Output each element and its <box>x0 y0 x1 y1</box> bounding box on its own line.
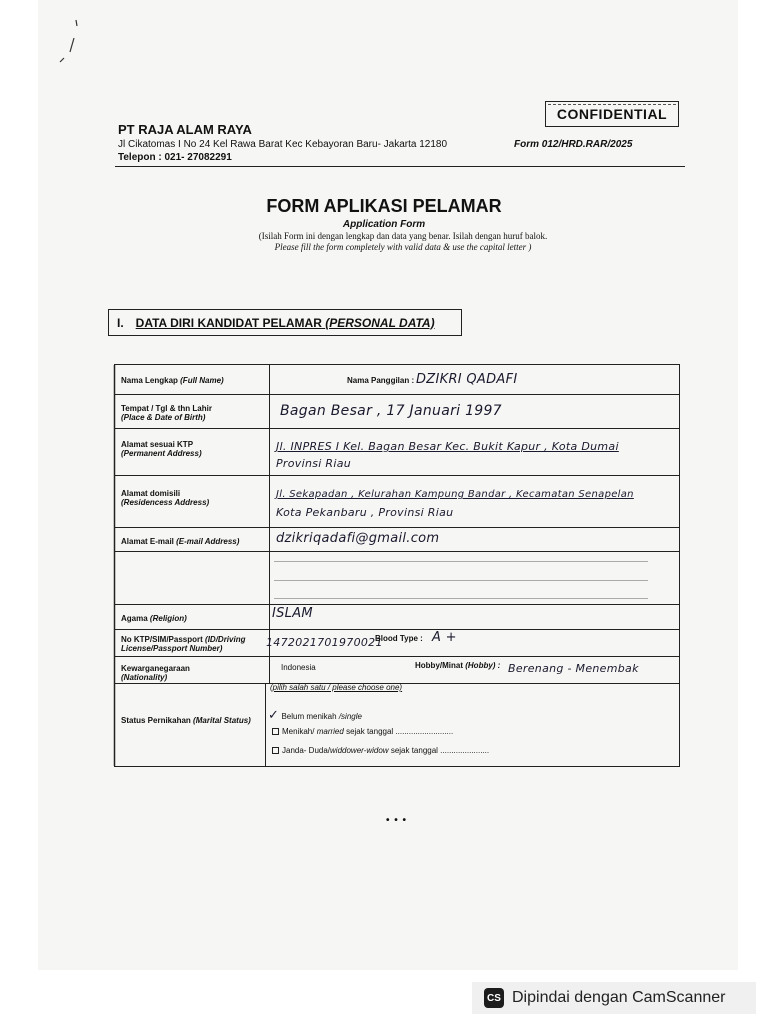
label-nickname: Nama Panggilan : <box>347 376 415 385</box>
label-full-name: Nama Lengkap (Full Name) <box>121 376 224 385</box>
label-email: Alamat E-mail (E-mail Address) <box>121 537 240 546</box>
check-mark-icon: ✓ <box>268 708 280 723</box>
label-nationality: Kewarganegaraan (Nationality) <box>121 664 190 682</box>
label-hobby: Hobby/Minat (Hobby) : <box>415 661 501 670</box>
value-email[interactable]: dzikriqadafi@gmail.com <box>276 531 440 546</box>
option-single[interactable]: ✓ Belum menikah /single <box>268 708 362 723</box>
label-blood-type: Blood Type : <box>375 634 423 643</box>
label-id-number: No KTP/SIM/Passport (ID/Driving License/Passport Number) <box>121 635 246 653</box>
value-birth[interactable]: Bagan Besar , 17 Januari 1997 <box>280 403 502 419</box>
value-blood-type[interactable]: A + <box>432 630 457 645</box>
form-subtitle: Application Form <box>342 219 426 230</box>
marital-instruction: (pilih salah satu / please choose one) <box>270 683 403 692</box>
blank-line <box>274 580 648 581</box>
value-permanent-address-1[interactable]: Jl. INPRES I Kel. Bagan Besar Kec. Bukit Kapur , Kota Dumai <box>276 440 619 453</box>
value-nickname[interactable]: DZIKRI QADAFI <box>416 372 518 387</box>
label-permanent-address: Alamat sesuai KTP (Permanent Address) <box>121 440 202 458</box>
section-number: I. <box>117 315 124 330</box>
section-title: DATA DIRI KANDIDAT PELAMAR (PERSONAL DATA) <box>135 315 435 330</box>
company-address: Jl Cikatomas I No 24 Kel Rawa Barat Kec Kebayoran Baru- Jakarta 12180 <box>118 139 448 150</box>
option-married[interactable]: Menikah/ married sejak tanggal .......................... <box>272 727 453 736</box>
label-marital-status: Status Pernikahan (Marital Status) <box>121 716 251 725</box>
form-instruction-en: Please fill the form completely with valid data & use the capital letter ) <box>274 242 532 252</box>
value-religion[interactable]: ISLAM <box>272 606 313 621</box>
value-hobby[interactable]: Berenang - Menembak <box>508 662 639 675</box>
value-permanent-address-2[interactable]: Provinsi Riau <box>276 457 352 470</box>
label-residence-address: Alamat domisili (Residencess Address) <box>121 489 210 507</box>
value-id-number[interactable]: 1472021701970021 <box>266 636 383 649</box>
confidential-label: CONFIDENTIAL <box>556 106 668 122</box>
value-nationality[interactable]: Indonesia <box>281 663 316 672</box>
camscanner-text: Dipindai dengan CamScanner <box>512 989 726 1006</box>
form-title: FORM APLIKASI PELAMAR <box>266 196 502 216</box>
camscanner-logo-icon: CS <box>484 988 504 1008</box>
blank-line <box>274 598 648 599</box>
form-number: Form 012/HRD.RAR/2025 <box>514 139 633 150</box>
company-phone: Telepon : 021- 27082291 <box>118 152 232 163</box>
value-residence-address-1[interactable]: Jl. Sekapadan , Kelurahan Kampung Bandar , Kecamatan Senapelan <box>276 489 634 500</box>
checkbox-icon <box>272 747 279 754</box>
value-residence-address-2[interactable]: Kota Pekanbaru , Provinsi Riau <box>276 506 454 519</box>
label-religion: Agama (Religion) <box>121 614 187 623</box>
blank-line <box>274 561 648 562</box>
camscanner-watermark <box>472 982 756 1014</box>
checkbox-icon <box>272 728 279 735</box>
company-name: PT RAJA ALAM RAYA <box>118 122 252 137</box>
form-instruction-id: (Isilah Form ini dengan lengkap dan data yang benar. Isilah dengan huruf balok. <box>258 231 548 241</box>
label-birth: Tempat / Tgl & thn Lahir (Place & Date of Birth) <box>121 404 212 422</box>
option-widowed[interactable]: Janda- Duda/widdower-widow sejak tanggal ...................... <box>272 746 489 755</box>
page-marker: • • • <box>386 815 408 826</box>
